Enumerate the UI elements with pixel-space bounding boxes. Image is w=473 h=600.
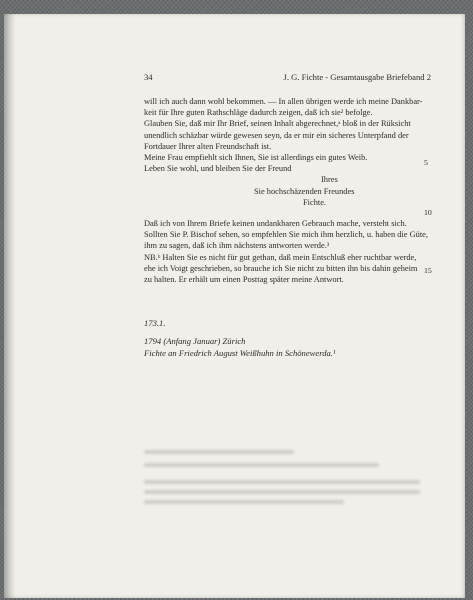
postscript-line: zu halten. Er erhält um einen Posttag später meine Antwort.	[144, 275, 344, 285]
section-dateline: 1794 (Anfang Januar) Zürich	[144, 336, 246, 346]
blurred-footnote	[144, 450, 294, 454]
closing-line: Ihres	[321, 175, 338, 185]
letter-line: Meine Frau empfiehlt sich Ihnen, Sie ist allerdings ein gutes Weib.	[144, 153, 368, 163]
line-number: 5	[424, 158, 428, 167]
postscript-line: Sollten Sie P. Bischof sehen, so empfehlen Sie mich ihm herzlich, u. haben die Güte,	[144, 230, 428, 240]
postscript-line: NB.ᵇ Halten Sie es nicht für gut gethan, daß mein Entschluß eher ruchtbar werde,	[144, 252, 417, 262]
section-heading: Fichte an Friedrich August Weißhuhn in Schönewerda.¹	[144, 348, 336, 358]
line-number: 10	[424, 208, 432, 217]
section-number: 173.1.	[144, 318, 166, 328]
line-number: 15	[424, 266, 432, 275]
letter-line: Leben Sie wohl, und bleiben Sie der Freund	[144, 164, 292, 174]
blurred-footnote	[144, 463, 379, 467]
letter-line: Glauben Sie, daß mir Ihr Brief, seinen Inhalt abgerechnet,ᵃ bloß in der Rüksicht	[144, 119, 411, 129]
letter-line: keit für Ihre guten Rathschläge dadurch zeigen, daß ich sie² befolge.	[144, 108, 373, 118]
page-number: 34	[144, 72, 153, 82]
postscript-line: Daß ich von Ihrem Briefe keinen undankbaren Gebrauch mache, versteht sich.	[144, 219, 407, 229]
blurred-footnote	[144, 500, 344, 504]
letter-line: unendlich schäzbar würde gewesen seyn, da er mir ein sicheres Unterpfand der	[144, 130, 409, 140]
letter-line: will ich auch dann wohl bekommen. — In allen übrigen werde ich meine Dankbar-	[144, 97, 423, 106]
signature: Fichte.	[303, 197, 327, 207]
running-header	[144, 72, 431, 82]
blurred-footnote	[144, 490, 420, 494]
letter-line: Fortdauer Ihrer alten Freundschaft ist.	[144, 141, 272, 151]
running-title: J. G. Fichte - Gesamtausgabe Briefeband 2	[283, 72, 431, 82]
postscript-line: ihm zu sagen, daß ich ihm nächstens antworten werde.³	[144, 241, 330, 251]
closing-line: Sie hochschäzenden Freundes	[254, 186, 355, 196]
blurred-footnote	[144, 480, 420, 484]
page-gutter-shadow	[4, 14, 16, 598]
postscript-line: ehe ich Voigt geschrieben, so brauche ich Sie nicht zu bitten ihn bis dahin geheim	[144, 263, 418, 273]
